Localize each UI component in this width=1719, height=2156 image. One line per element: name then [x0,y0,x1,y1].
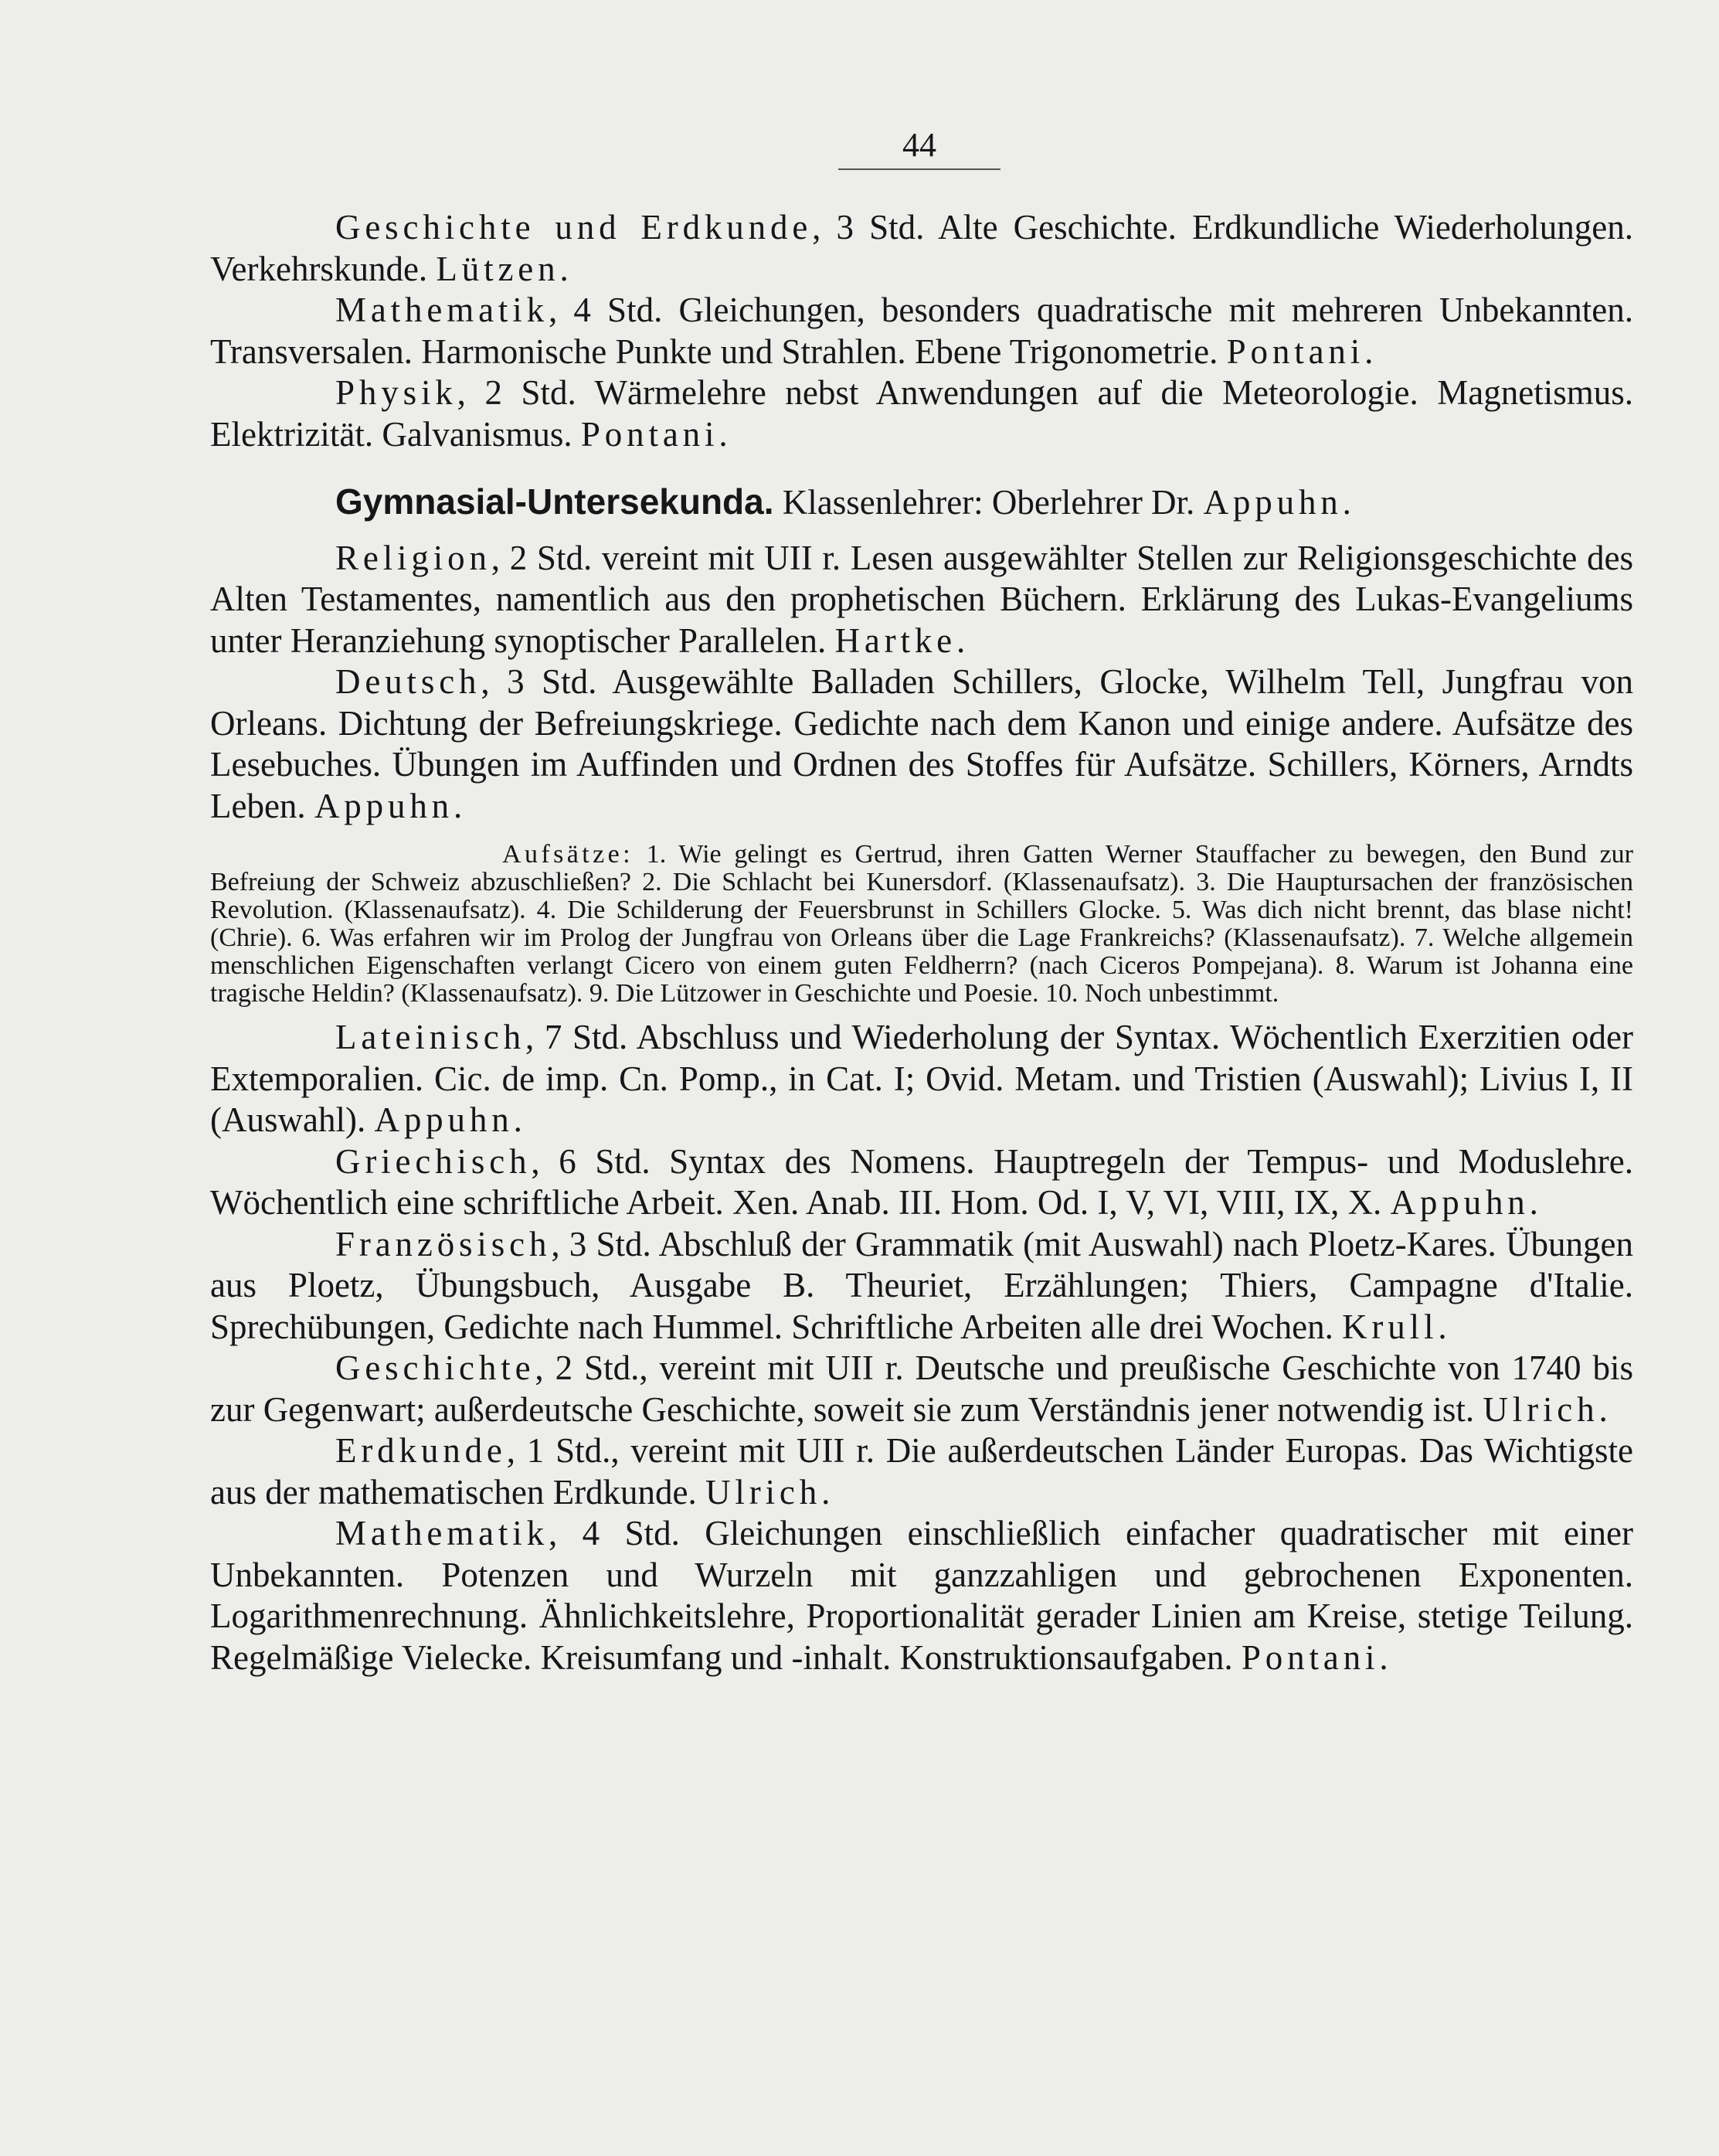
essays-text: 1. Wie gelingt es Gertrud, ihren Gatten Werner Stauffacher zu bewegen, den Bund zur Befreiung der Schweiz abzuschließen? 2. Die Schlacht bei Kunersdorf. (Klassenaufsatz). 3. Die Hauptursachen der französischen Revolution. (Klassenaufsatz). 4. Die Schilderung der Feuersbrunst in Schillers Glocke. 5. Was dich nicht brennt, das blase nicht! (Chrie). 6. Was erfahren wir im Prolog der Jungfrau von Orleans über die Lage Frankreichs? (Klassenaufsatz). 7. Welche allgemein menschlichen Eigenschaften verlangt Cicero von einem guten Feldherrn? (nach Ciceros Pompejana). 8. Warum ist Johanna eine tragische Heldin? (Klassenaufsatz). 9. Die Lützower in Geschichte und Poesie. 10. Noch unbestimmt. [210,840,1633,1008]
paragraph-physik: Physik, 2 Std. Wärmelehre nebst Anwendungen auf die Meteorologie. Magnetismus. Elektrizität. Galvanismus. Pontani. [210,373,1633,454]
paragraph-griechisch: Griechisch, 6 Std. Syntax des Nomens. Hauptregeln der Tempus- und Moduslehre. Wöchentlich eine schriftliche Arbeit. Xen. Anab. III. Hom. Od. I, V, VI, VIII, IX, X. Appuhn. [210,1141,1633,1222]
paragraph-lateinisch: Lateinisch, 7 Std. Abschluss und Wiederholung der Syntax. Wöchentlich Exerzitien oder Extemporalien. Cic. de imp. Cn. Pomp., in Cat. I; Ovid. Metam. und Tristien (Auswahl); Livius I, II (Auswahl). Appuhn. [210,1018,1633,1139]
teacher-name: Ulrich [705,1472,822,1512]
paragraph-mathematik-2: Mathematik, 4 Std. Gleichungen einschließlich einfacher quadratischer mit einer Unbekannten. Potenzen und Wurzeln mit ganzzahligen und gebrochenen Exponenten. Logarithmenrechnung. Ähnlichkeitslehre, Proportionalität gerader Linien am Kreise, stetige Teilung. Regelmäßige Vielecke. Kreisumfang und -inhalt. Konstruktionsaufgaben. Pontani. [210,1514,1633,1677]
paragraph-text: , 2 Std. vereint mit UII r. Lesen ausgewählter Stellen zur Religionsgeschichte des Alten Testamentes, namentlich aus den prophetischen Büchern. Erklärung des Lukas-Evangeliums unter Heranziehung synoptischer Parallelen. [210,538,1633,660]
teacher-name: Appuhn [314,786,454,825]
essay-topics [210,841,1633,1008]
subject-name: Französisch [335,1224,552,1263]
teacher-name: Ulrich [1483,1389,1599,1429]
paragraph-text: , 6 Std. Syntax des Nomens. Hauptregeln der Tempus- und Moduslehre. Wöchentlich eine schriftliche Arbeit. Xen. Anab. III. Hom. Od. I, V, VI, VIII, IX, X. [210,1141,1633,1222]
paragraph-religion: Religion, 2 Std. vereint mit UII r. Lesen ausgewählter Stellen zur Religionsgeschichte des Alten Testamentes, namentlich aus den prophetischen Büchern. Erklärung des Lukas-Evangeliums unter Heranziehung synoptischer Parallelen. Hartke. [210,538,1633,660]
paragraph-franzoesisch: Französisch, 3 Std. Abschluß der Grammatik (mit Auswahl) nach Ploetz-Kares. Übungen aus Ploetz, Übungsbuch, Ausgabe B. Theuriet, Erzählungen; Thiers, Campagne d'Italie. Sprechübungen, Gedichte nach Hummel. Schriftliche Arbeiten alle drei Wochen. Krull. [210,1224,1633,1346]
teacher-name: Hartke [834,621,957,660]
teacher-name: Pontani [1226,332,1365,371]
page-number-rule [838,168,1000,170]
subject-name: Geschichte [335,1348,535,1387]
subject-name: Griechisch [335,1141,532,1181]
teacher-name: Lützen [436,249,560,288]
subject-name: Physik [335,373,457,412]
paragraph-text: , 3 Std. Abschluß der Grammatik (mit Auswahl) nach Ploetz-Kares. Übungen aus Ploetz, Übungsbuch, Ausgabe B. Theuriet, Erzählungen; Thiers, Campagne d'Italie. Sprechübungen, Gedichte nach Hummel. Schriftliche Arbeiten alle drei Wochen. [210,1224,1633,1346]
subject-name: Deutsch [335,662,481,701]
subject-name: Erdkunde [335,1431,507,1470]
section-title: Gymnasial-Untersekunda. [335,481,774,522]
paragraph-text: , 3 Std. Alte Geschichte. Erdkundliche Wiederholungen. Verkehrskunde. [210,208,1634,288]
section-teacher: Appuhn [1203,483,1343,522]
paragraph-text: , 1 Std., vereint mit UII r. Die außerdeutschen Länder Europas. Das Wichtigste aus der mathematischen Erdkunde. [210,1431,1633,1512]
teacher-name: Appuhn [1390,1183,1530,1222]
teacher-name: Pontani [1241,1637,1380,1677]
paragraph-text: , 3 Std. Ausgewählte Balladen Schillers, Glocke, Wilhelm Tell, Jungfrau von Orleans. Dichtung der Befreiungskriege. Gedichte nach dem Kanon und einige andere. Aufsätze des Lesebuches. Übungen im Auffinden und Ordnen des Stoffes für Aufsätze. Schillers, Körners, Arndts Leben. [210,662,1633,825]
subject-name: Religion [335,538,491,577]
section-heading: Gymnasial-Untersekunda. Klassenlehrer: Oberlehrer Dr. Appuhn. [335,481,1351,522]
paragraph-erdkunde: Erdkunde, 1 Std., vereint mit UII r. Die außerdeutschen Länder Europas. Das Wichtigste aus der mathematischen Erdkunde. Ulrich. [210,1431,1633,1512]
paragraph-text: , 7 Std. Abschluss und Wiederholung der Syntax. Wöchentlich Exerzitien oder Extemporalien. Cic. de imp. Cn. Pomp., in Cat. I; Ovid. Metam. und Tristien (Auswahl); Livius I, II (Auswahl). [210,1018,1633,1139]
page-number: 44 [902,126,936,164]
teacher-name: Krull [1342,1307,1439,1346]
teacher-name: Appuhn [374,1100,514,1139]
subject-name: Mathematik [335,1514,549,1552]
paragraph-geschichte-erdkunde: Geschichte und Erdkunde, 3 Std. Alte Geschichte. Erdkundliche Wiederholungen. Verkehrskunde. Lützen. [210,208,1634,288]
paragraph-text: , 2 Std. Wärmelehre nebst Anwendungen auf die Meteorologie. Magnetismus. Elektrizität. Galvanismus. [210,373,1633,454]
subject-name: Mathematik [335,291,549,329]
essays-label: Aufsätze: [502,840,634,869]
paragraph-text: , 2 Std., vereint mit UII r. Deutsche und preußische Geschichte von 1740 bis zur Gegenwart; außerdeutsche Geschichte, soweit sie zum Verständnis jener notwendig ist. [210,1348,1633,1429]
subject-name: Lateinisch [335,1018,525,1056]
subject-name: Geschichte und Erdkunde [335,208,813,247]
paragraph-geschichte: Geschichte, 2 Std., vereint mit UII r. Deutsche und preußische Geschichte von 1740 bis zur Gegenwart; außerdeutsche Geschichte, soweit sie zum Verständnis jener notwendig ist. Ulrich. [210,1348,1633,1429]
paragraph-text: , 4 Std. Gleichungen einschließlich einfacher quadratischer mit einer Unbekannten. Potenzen und Wurzeln mit ganzzahligen und gebrochenen Exponenten. Logarithmenrechnung. Ähnlichkeitslehre, Proportionalität gerader Linien am Kreise, stetige Teilung. Regelmäßige Vielecke. Kreisumfang und -inhalt. Konstruktionsaufgaben. [210,1514,1633,1677]
section-label: Klassenlehrer: Oberlehrer Dr. [773,483,1204,522]
paragraph-text: , 4 Std. Gleichungen, besonders quadratische mit mehreren Unbekannten. Transversalen. Harmonische Punkte und Strahlen. Ebene Trigonometrie. [210,291,1633,371]
teacher-name: Pontani [580,414,719,454]
document-body [210,207,1633,1678]
paragraph-deutsch: Deutsch, 3 Std. Ausgewählte Balladen Schillers, Glocke, Wilhelm Tell, Jungfrau von Orleans. Dichtung der Befreiungskriege. Gedichte nach dem Kanon und einige andere. Aufsätze des Lesebuches. Übungen im Auffinden und Ordnen des Stoffes für Aufsätze. Schillers, Körners, Arndts Leben. Appuhn. [210,662,1633,825]
paragraph-mathematik: Mathematik, 4 Std. Gleichungen, besonders quadratische mit mehreren Unbekannten. Transversalen. Harmonische Punkte und Strahlen. Ebene Trigonometrie. Pontani. [210,291,1633,371]
